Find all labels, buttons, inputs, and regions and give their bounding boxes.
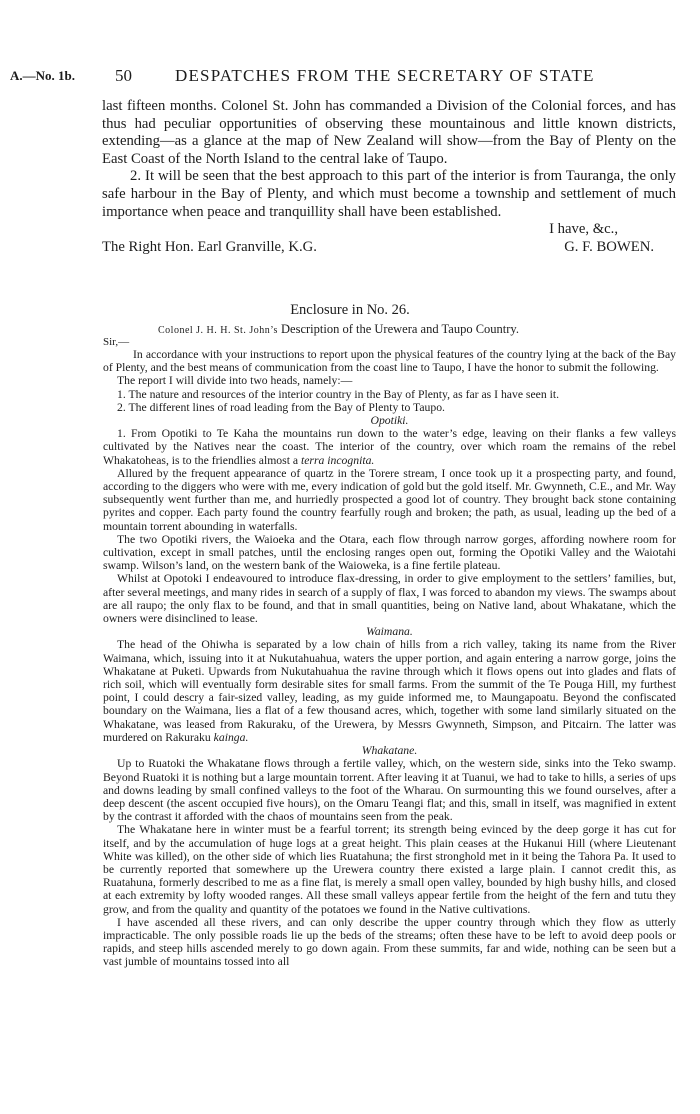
enclosure-title: Enclosure in No. 26. xyxy=(290,302,410,318)
opotiki-paragraph-3: The two Opotiki rivers, the Waioeka and the Otara, each flow through narrow gorges, affording nowhere room for cultivation, except in small patches, until the enclosing ranges open out, forming the Opotiki Valley and the Waiotahi swamp. Wilson’s land, on the western bank of the Waioweka, is a fine fertile plateau. xyxy=(103,532,676,573)
whakatane-paragraph-2: The Whakatane here in winter must be a fearful torrent; its strength being evinced by the deep gorge it has cut for itself, and by the accumulation of huge logs at a great height. This plain ceases at the Hukanui Hill (where Lieutenant White was killed), on the other side of which lies Ruatahuna; the first stronghold met in it being the Tahora Pa. It used to be currently reported that somewhere up the Urewera country there existed a large plain. I cannot credit this, as Ruatahuna, formerly described to me as a fine flat, is merely a small open valley, bounded by high bushy hills, and closed at each extremity by lofty wooded ranges. All these small valleys appear fertile from the height of the fern and tutu they grow, and from the quality and quantity of the potatoes we found in the Native cultivations. xyxy=(103,823,676,916)
closing-line: I have, &c., xyxy=(549,221,618,238)
section-heading-waimana: Waimana. xyxy=(366,625,413,639)
page-number: 50 xyxy=(115,66,132,85)
opotiki-paragraph-1-text: 1. From Opotiki to Te Kaha the mountains run down to the water’s edge, leaving on their flanks a few valleys cultivated by the Natives near the coast. The interior of the country, over which roam the remains of the rebel Whakatoheas, is to the friendlies almost a xyxy=(103,427,676,467)
list-item-1: 1. The nature and resources of the interior country in the Bay of Plenty, as far as I have seen it. xyxy=(117,387,560,401)
report-body xyxy=(103,348,676,969)
section-heading-opotiki: Opotiki. xyxy=(370,414,409,428)
waimana-paragraph-1-text: The head of the Ohiwha is separated by a low chain of hills from a rich valley, taking its name from the River Waimana, which, issuing into it at Nukutahuahua, waters the upper portion, and again entering a narrow gorge, joins the Whakatane at Puketi. Upwards from Nukutahuahua the ravine through which it flows opens out into glades and flats of rich soil, which will eventually form desirable sites for small farms. From the summit of the Te Pouga Hill, my furthest point, I could descry a fair-sized valley, leading, as my guide informed me, to Maungapoatu. Beyond the confiscated boundary on the Waimana, lies a flat of a few thousand acres, which, together with some land similarly situated on the Whakatane, was leased from Rakuraku, of the Urewera, by Messrs Gwynneth, Simpson, and Pitcairn. The latter was murdered on Rakuraku xyxy=(103,638,676,744)
running-header xyxy=(10,66,682,88)
opotiki-paragraph-4: Whilst at Opotoki I endeavoured to introduce flax-dressing, in order to give employment to the settlers’ families, but, after several meetings, and many rides in search of a supply of flax, I was forced to abandon my views. The swamps about are all raupo; the only flax to be found, and that in small quantities, being on Native land, about Whakatane, which the owners were disinclined to lease. xyxy=(103,572,676,626)
salutation: Sir,— xyxy=(103,336,130,348)
running-title: DESPATCHES FROM THE SECRETARY OF STATE xyxy=(175,66,595,85)
despatch-body xyxy=(102,98,676,256)
divide-line: The report I will divide into two heads, namely:— xyxy=(117,374,353,388)
paper-reference: A.—No. 1b. xyxy=(10,68,76,83)
waimana-paragraph-1 xyxy=(103,638,676,744)
whakatane-paragraph-3: I have ascended all these rivers, and can only describe the upper country through which they flow as utterly impracticable. The only possible roads lie up the beds of the streams; often these have to be left to avoid deep pools or rapids, and steep hills ascended merely to go down again. From these summits, far and wide, nothing can be seen but a vast jumble of mountains tossed into all xyxy=(103,915,676,969)
section-heading-whakatane: Whakatane. xyxy=(361,744,418,758)
despatch-paragraph-2: 2. It will be seen that the best approach to this part of the interior is from Tauranga, the only safe harbour in the Bay of Plenty, and which must become a township and settlement of much importance when peace and tranquillity shall have been established. xyxy=(102,168,676,220)
opotiki-paragraph-1 xyxy=(103,427,676,467)
recipient: The Right Hon. Earl Granville, K.G. xyxy=(102,238,317,255)
italic-phrase: terra incognita. xyxy=(300,453,375,467)
signature: G. F. BOWEN. xyxy=(564,238,654,255)
opotiki-paragraph-2: Allured by the frequent appearance of quartz in the Torere stream, I once took up it a prospecting party, and found, according to the diggers who were with me, every indication of gold but the gold itself. Mr. Gwynneth, C.E., and Mr. Way subsequently went further than me, and hurriedly prospected a good lot of country. They brought back stone containing pyrites and copper. Each party found the country fearfully rough and broken; the path, as usual, leading up the bed of a mountain torrent abounding in waterfalls. xyxy=(103,466,676,533)
italic-word: kainga. xyxy=(213,730,249,744)
list-item-2: 2. The different lines of road leading from the Bay of Plenty to Taupo. xyxy=(117,400,445,414)
enclosure-subtitle xyxy=(158,322,519,337)
intro-paragraph: In accordance with your instructions to report upon the physical features of the country lying at the back of the Bay of Plenty, and the best means of communication from the coast line to Taupo, I have the honor to submit the following. xyxy=(103,348,676,375)
enclosure-author: Colonel J. H. H. St. John’s xyxy=(158,325,278,336)
whakatane-paragraph-1: Up to Ruatoki the Whakatane flows through a fertile valley, which, on the western side, sinks into the Teko swamp. Beyond Ruatoki it is nothing but a large mountain torrent. After leaving it at Tuanui, we had to take to hills, a series of ups and downs leading by small confined valleys to the foot of the Wharau. On surmounting this we found ourselves, after a deep descent (the ascent occupied five hours), on the Omaru Teangi flat; and this, small in itself, was magnified in extent by the contrast it afforded with the chaos of mountains seen from the peak. xyxy=(103,757,676,824)
despatch-paragraph-1: last fifteen months. Colonel St. John has commanded a Division of the Colonial forces, and has thus had peculiar opportunities of observing these mountainous and little known districts, extending—as a glance at the map of New Zealand will show—from the Bay of Plenty on the East Coast of the North Island to the central lake of Taupo. xyxy=(102,98,676,167)
signature-row xyxy=(102,239,676,257)
enclosure-subtitle-rest: Description of the Urewera and Taupo Country. xyxy=(277,322,519,336)
